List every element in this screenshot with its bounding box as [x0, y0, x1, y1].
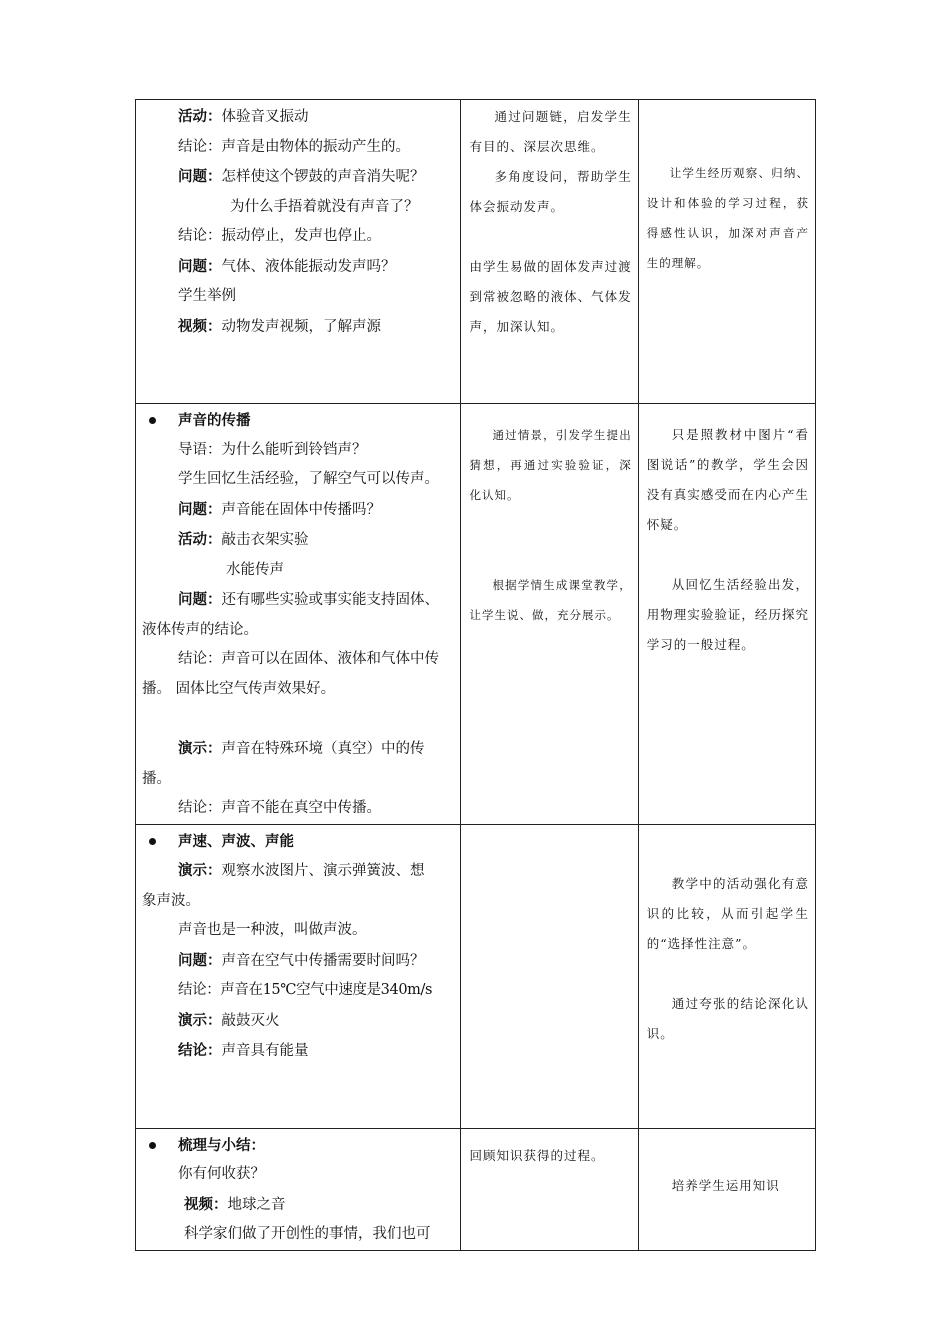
keyword: 问题 [178, 951, 207, 969]
keyword: 视频 [178, 317, 207, 335]
line-text: 声音也是一种波，叫做声波。 [178, 922, 367, 938]
note-text: 根据学情生成课堂教学，让学生说、做，充分展示。 [469, 578, 632, 622]
line-text: 声音具有能量 [221, 1043, 309, 1059]
content-cell: 活动：体验音叉振动 结论：声音是由物体的振动产生的。 问题：怎样使这个锣鼓的声音消失呢？ 为什么手捂着就没有声音了？ 结论：振动停止，发声也停止。 问题：气体、液体能振动发声吗？ 学生举例 视频：动物发声视频，了解声源 [136, 100, 461, 404]
line-text: 怎样使这个锣鼓的声音消失呢？ [221, 169, 425, 185]
note-text: 通过问题链，启发学生有目的、深层次思维。 [469, 109, 632, 154]
keyword: 结论 [178, 1042, 207, 1059]
line-text: 播。 [142, 770, 171, 787]
line-text: 导语：为什么能听到铃铛声？ [178, 441, 367, 458]
line-text: 观察水波图片、演示弹簧波、想 [221, 863, 425, 879]
note-text: 教学中的活动强化有意识的比较，从而引起学生的“选择性注意”。 [646, 875, 809, 951]
design-intent-cell [461, 100, 638, 404]
line-text: 科学家们做了开创性的事情，我们也可 [184, 1226, 431, 1242]
note-text: 只是照教材中图片“看图说话”的教学，学生会因没有真实感受而在内心产生怀疑。 [646, 427, 809, 532]
line-text: 体验音叉振动 [221, 109, 309, 125]
content-cell: 声音的传播 导语：为什么能听到铃铛声？ 学生回忆生活经验，了解空气可以传声。 问题：声音能在固体中传播吗？ 活动：敲击衣架实验 水能传声 问题：还有哪些实验或事实能支持固体、 液体传声的结论。 结论：声音可以在固体、液体和气体中传 播。 固体比空气传声效果好。 演示：声音在特殊环境（真空）中的传 播。 结论：声音不能在真空中传播。 [136, 404, 461, 825]
keyword: 问题 [178, 168, 207, 185]
line-text: 液体传声的结论。 [142, 621, 258, 638]
note-text: 通过情景，引发学生提出猜想，再通过实验验证，深化认知。 [469, 428, 632, 502]
note-text: 由学生易做的固体发声过渡到常被忽略的液体、气体发声，加深认知。 [469, 259, 632, 334]
content-cell: 梳理与小结： 你有何收获？ 视频：地球之音 科学家们做了开创性的事情，我们也可 [136, 1128, 461, 1250]
line-text: 气体、液体能振动发声吗？ [221, 258, 396, 275]
line-text: 结论：声音可以在固体、液体和气体中传 [178, 651, 439, 667]
line-text: 学生举例 [178, 288, 236, 304]
line-text: 敲击衣架实验 [221, 532, 309, 548]
note-text: 培养学生运用知识 [671, 1177, 780, 1193]
reflection-cell [638, 404, 815, 825]
line-text: 声音在特殊环境（真空）中的传 [221, 741, 425, 757]
reflection-cell [638, 100, 815, 404]
note-text: 多角度设问，帮助学生体会振动发声。 [469, 169, 632, 214]
line-text: 还有哪些实验或事实能支持固体、 [221, 592, 439, 608]
line-text: 声音能在固体中传播吗？ [221, 501, 381, 518]
keyword: 视频 [184, 1195, 213, 1213]
table-row [136, 824, 816, 1128]
reflection-cell [638, 1128, 815, 1250]
line-text: 声音在空气中传播需要时间吗？ [221, 952, 425, 969]
line-text: 水能传声 [226, 561, 284, 578]
line-text: 动物发声视频，了解声源 [221, 318, 381, 335]
line-text: 敲鼓灭火 [221, 1012, 280, 1029]
note-text: 回顾知识获得的过程。 [469, 1147, 605, 1163]
keyword: 演示 [178, 740, 207, 757]
line-text: 你有何收获？ [178, 1166, 265, 1182]
line-text: 为什么手捂着就没有声音了？ [230, 198, 419, 215]
table-row [136, 100, 816, 404]
line-text: 学生回忆生活经验，了解空气可以传声。 [178, 471, 439, 487]
keyword: 问题 [178, 500, 207, 518]
design-intent-cell [461, 824, 638, 1128]
keyword: 活动 [178, 108, 207, 125]
note-text: 通过夸张的结论深化认识。 [646, 995, 809, 1041]
line-text: 播。 固体比空气传声效果好。 [142, 680, 336, 697]
keyword: 问题 [178, 591, 207, 608]
line-text: 结论：声音不能在真空中传播。 [178, 800, 381, 816]
line-text: 结论：声音在15℃空气中速度是340m/s [178, 982, 433, 998]
keyword: 演示 [178, 862, 207, 879]
section-heading: 声音的传播 [142, 406, 456, 436]
table-row [136, 404, 816, 825]
keyword: 演示 [178, 1011, 207, 1029]
lesson-plan-table [135, 99, 816, 1251]
reflection-cell [638, 824, 815, 1128]
section-heading: 梳理与小结： [142, 1131, 456, 1161]
keyword: 问题 [178, 257, 207, 275]
line-text: 结论：声音是由物体的振动产生的。 [178, 138, 410, 155]
line-text: 地球之音 [227, 1196, 286, 1213]
note-text: 让学生经历观察、归纳、设计和体验的学习过程，获得感性认识，加深对声音产生的理解。 [646, 166, 809, 270]
note-text: 从回忆生活经验出发，用物理实验验证，经历探究学习的一般过程。 [646, 577, 809, 652]
keyword: 活动 [178, 531, 207, 548]
design-intent-cell [461, 404, 638, 825]
section-heading: 声速、声波、声能 [142, 827, 456, 857]
table-row [136, 1128, 816, 1250]
line-text: 结论：振动停止，发声也停止。 [178, 228, 381, 244]
design-intent-cell [461, 1128, 638, 1250]
content-cell: 声速、声波、声能 演示：观察水波图片、演示弹簧波、想 象声波。 声音也是一种波，叫做声波。 问题：声音在空气中传播需要时间吗？ 结论：声音在15℃空气中速度是340m/s 演示：敲鼓灭火 结论：声音具有能量 [136, 824, 461, 1128]
line-text: 象声波。 [142, 892, 200, 909]
